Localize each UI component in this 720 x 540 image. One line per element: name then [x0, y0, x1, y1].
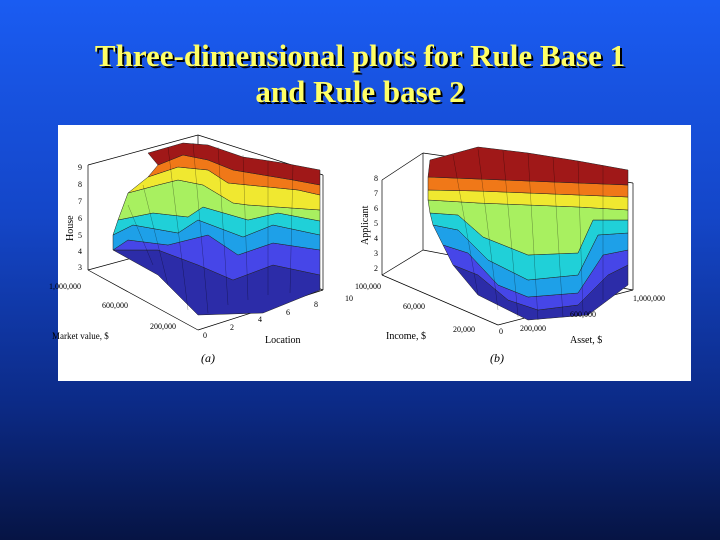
plot-b-surface [428, 147, 628, 320]
plot-a-z-tick: 8 [78, 180, 82, 189]
slide-title-line-1: Three-dimensional plots for Rule Base 1 [94, 38, 626, 73]
plot-b [355, 147, 665, 365]
plot-a-y-tick: 10 [345, 294, 353, 303]
plot-a-x-tick: 600,000 [102, 301, 128, 310]
plot-a-x-tick: 1,000,000 [49, 282, 81, 291]
plot-b-z-tick: 5 [374, 219, 378, 228]
plot-b-x-tick: 20,000 [453, 325, 475, 334]
plot-a-z-tick: 5 [78, 231, 82, 240]
plot-b-y-tick: 1,000,000 [633, 294, 665, 303]
plot-a-y-tick: 6 [286, 308, 290, 317]
plot-b-x-tick: 100,000 [355, 282, 381, 291]
plot-b-z-ticks [374, 174, 378, 273]
plot-b-caption: (b) [490, 351, 504, 365]
plot-a-z-label: House [65, 215, 76, 241]
slide-title-line-2: and Rule base 2 [255, 74, 465, 109]
plot-b-y-tick: 600,000 [570, 310, 596, 319]
plot-b-x-label: Income, $ [386, 331, 426, 342]
plot-a-caption: (a) [201, 351, 215, 365]
plot-b-z-tick: 6 [374, 204, 378, 213]
plot-b-z-tick: 7 [374, 189, 378, 198]
plot-a-y-tick: 2 [230, 323, 234, 332]
figure-panel [49, 125, 691, 381]
plot-b-y-tick: 0 [499, 327, 503, 336]
plot-b-x-ticks [355, 282, 475, 334]
plot-b-z-tick: 3 [374, 249, 378, 258]
plot-a-y-tick: 4 [258, 315, 262, 324]
slide-title [0, 38, 720, 110]
plot-b-z-tick: 8 [374, 174, 378, 183]
plot-a-x-label: Market value, $ [52, 331, 109, 341]
plot-a-z-tick: 9 [78, 163, 82, 172]
plot-a-y-tick: 0 [203, 331, 207, 340]
plot-a-x-tick: 200,000 [150, 322, 176, 331]
plot-a-z-tick: 7 [78, 197, 82, 206]
plot-a-z-tick: 4 [78, 247, 82, 256]
plot-b-y-label: Asset, $ [570, 335, 603, 346]
plot-a-x-ticks [49, 282, 176, 331]
plot-a-z-tick: 3 [78, 263, 82, 272]
plot-b-y-tick: 200,000 [520, 324, 546, 333]
plot-a-surface [113, 143, 320, 315]
plot-b-z-tick: 4 [374, 234, 378, 243]
plot-b-z-tick: 2 [374, 264, 378, 273]
plot-b-z-label: Applicant [360, 205, 371, 245]
plot-a-z-tick: 6 [78, 214, 82, 223]
plot-a-y-tick: 8 [314, 300, 318, 309]
plot-b-x-tick: 60,000 [403, 302, 425, 311]
plot-a-y-label: Location [265, 335, 301, 346]
plot-a [49, 135, 353, 365]
plot-a-z-ticks [78, 163, 82, 272]
surface-plots [49, 125, 691, 381]
